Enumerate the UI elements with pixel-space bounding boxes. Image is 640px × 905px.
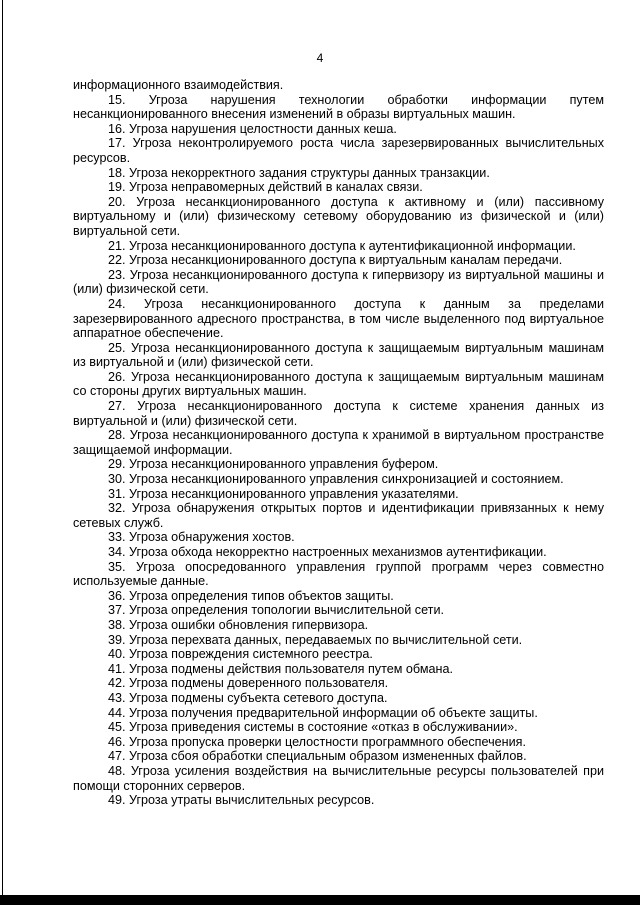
list-item: 46. Угроза пропуска проверки целостности программного обеспечения. [108, 734, 526, 749]
list-item: 19. Угроза неправомерных действий в каналах связи. [108, 180, 423, 195]
list-item: 20. Угроза несанкционированного доступа к активному и (или) пассивному виртуальному и (или) физическому сетевому оборудованию из физической и (или) виртуальной сети. [73, 194, 604, 238]
list-item: 31. Угроза несанкционированного управления указателями. [108, 486, 459, 501]
list-item: 37. Угроза определения топологии вычислительной сети. [108, 603, 444, 618]
list-item: 33. Угроза обнаружения хостов. [108, 530, 295, 545]
list-item: 27. Угроза несанкционированного доступа к системе хранения данных из виртуальной и (или) физической сети. [73, 399, 604, 428]
list-item: 26. Угроза несанкционированного доступа к защищаемым виртуальным машинам со стороны других виртуальных машин. [73, 369, 604, 399]
list-item: 40. Угроза повреждения системного реестра. [108, 647, 373, 662]
list-item: 17. Угроза неконтролируемого роста числа зарезервированных вычислительных ресурсов. [73, 136, 604, 165]
threat-list [73, 78, 604, 808]
list-item: 49. Угроза утраты вычислительных ресурсов. [108, 793, 375, 808]
list-item: 22. Угроза несанкционированного доступа к виртуальным каналам передачи. [108, 253, 563, 268]
list-item: 35. Угроза опосредованного управления группой программ через совместно используемые данные. [73, 559, 604, 589]
list-item: 29. Угроза несанкционированного управления буфером. [108, 457, 439, 472]
scan-edge-left [2, 0, 3, 905]
list-item: 18. Угроза некорректного задания структуры данных транзакции. [108, 165, 490, 180]
list-item: 43. Угроза подмены субъекта сетевого доступа. [108, 690, 388, 705]
list-item: 39. Угроза перехвата данных, передаваемых по вычислительной сети. [108, 632, 523, 647]
list-item: 15. Угроза нарушения технологии обработки информации путем несанкционированного внесения изменений в образы виртуальных машин. [73, 92, 604, 122]
list-item: 28. Угроза несанкционированного доступа к хранимой в виртуальном пространстве защищаемой информации. [73, 428, 604, 457]
list-item: 21. Угроза несанкционированного доступа к аутентификационной информации. [108, 238, 576, 253]
scan-edge-bottom [0, 895, 640, 905]
list-item: 44. Угроза получения предварительной информации об объекте защиты. [108, 705, 538, 720]
continuation-line: информационного взаимодействия. [73, 78, 284, 92]
list-item: 25. Угроза несанкционированного доступа к защищаемым виртуальным машинам из виртуальной и (или) физической сети. [73, 340, 604, 370]
list-item: 42. Угроза подмены доверенного пользователя. [108, 676, 389, 691]
list-item: 41. Угроза подмены действия пользователя путем обмана. [108, 661, 453, 676]
list-item: 34. Угроза обхода некорректно настроенных механизмов аутентификации. [108, 545, 547, 559]
list-item: 24. Угроза несанкционированного доступа к данным за пределами зарезервированного адресного пространства, в том числе выделенного под виртуальное аппаратное обеспечение. [73, 296, 604, 341]
list-item: 36. Угроза определения типов объектов защиты. [108, 588, 394, 603]
list-item: 23. Угроза несанкционированного доступа к гипервизору из виртуальной машины и (или) физической сети. [73, 267, 604, 297]
list-item: 45. Угроза приведения системы в состояние «отказ в обслуживании». [108, 720, 518, 735]
list-item: 16. Угроза нарушения целостности данных кеша. [108, 121, 397, 136]
list-item: 30. Угроза несанкционированного управления синхронизацией и состоянием. [108, 472, 564, 487]
list-item: 32. Угроза обнаружения открытых портов и идентификации привязанных к нему сетевых служб. [73, 501, 604, 530]
page-number: 4 [316, 51, 324, 65]
list-item: 47. Угроза сбоя обработки специальным образом измененных файлов. [108, 749, 527, 764]
list-item: 38. Угроза ошибки обновления гипервизора. [108, 617, 369, 632]
list-item: 48. Угроза усиления воздействия на вычислительные ресурсы пользователей при помощи сторонних серверов. [73, 763, 604, 793]
